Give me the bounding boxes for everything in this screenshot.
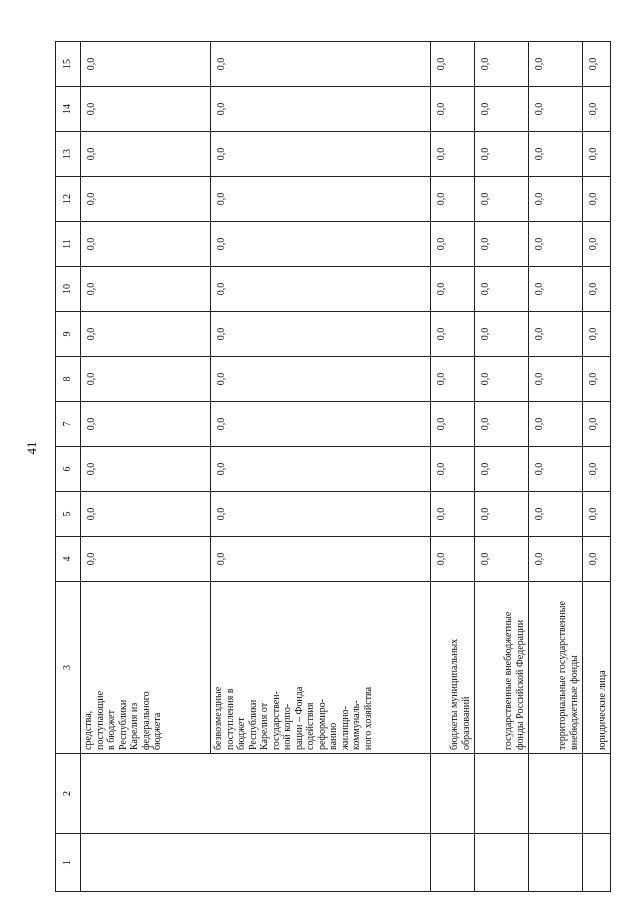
value-cell: 0,0 bbox=[431, 537, 475, 582]
value-cell: 0,0 bbox=[529, 492, 583, 537]
row-label bbox=[81, 582, 211, 754]
value-cell: 0,0 bbox=[431, 87, 475, 132]
column-header: 10 bbox=[56, 267, 81, 312]
value-cell: 0,0 bbox=[211, 537, 431, 582]
value-cell: 0,0 bbox=[475, 177, 529, 222]
value-cell: 0,0 bbox=[583, 87, 611, 132]
value-cell: 0,0 bbox=[81, 357, 211, 402]
column-header: 12 bbox=[56, 177, 81, 222]
column-header: 15 bbox=[56, 42, 81, 87]
table-row bbox=[583, 42, 611, 892]
value-cell: 0,0 bbox=[81, 312, 211, 357]
column-header: 1 bbox=[56, 834, 81, 892]
table-row bbox=[81, 42, 211, 892]
column-header: 13 bbox=[56, 132, 81, 177]
value-cell: 0,0 bbox=[211, 402, 431, 447]
label-line: средства, bbox=[83, 710, 94, 750]
value-cell: 0,0 bbox=[475, 132, 529, 177]
empty-cell bbox=[475, 754, 529, 834]
value-cell: 0,0 bbox=[431, 267, 475, 312]
label-line: коммуналь- bbox=[351, 700, 362, 750]
column-header: 6 bbox=[56, 447, 81, 492]
table-row bbox=[529, 42, 583, 892]
label-line: Карелия от bbox=[259, 702, 270, 750]
value-cell: 0,0 bbox=[431, 312, 475, 357]
empty-cell bbox=[81, 754, 431, 834]
value-cell: 0,0 bbox=[431, 492, 475, 537]
label-line: реформиро- bbox=[316, 699, 328, 750]
value-cell: 0,0 bbox=[583, 312, 611, 357]
label-line: безвозмездные bbox=[213, 686, 224, 750]
value-cell: 0,0 bbox=[583, 492, 611, 537]
value-cell: 0,0 bbox=[529, 42, 583, 87]
empty-cell bbox=[583, 834, 611, 892]
value-cell: 0,0 bbox=[81, 537, 211, 582]
value-cell: 0,0 bbox=[431, 357, 475, 402]
label-line: бюджет bbox=[236, 717, 247, 750]
column-header: 3 bbox=[56, 582, 81, 754]
label-line: Республики bbox=[247, 699, 259, 750]
column-header: 4 bbox=[56, 537, 81, 582]
value-cell: 0,0 bbox=[475, 42, 529, 87]
empty-cell bbox=[529, 754, 583, 834]
value-cell: 0,0 bbox=[81, 402, 211, 447]
value-cell: 0,0 bbox=[583, 357, 611, 402]
value-cell: 0,0 bbox=[211, 357, 431, 402]
value-cell: 0,0 bbox=[475, 222, 529, 267]
label-line: Карелия из bbox=[129, 702, 140, 750]
label-line: поступающие bbox=[94, 690, 106, 750]
value-cell: 0,0 bbox=[475, 402, 529, 447]
column-number-row bbox=[56, 42, 81, 892]
value-cell: 0,0 bbox=[211, 222, 431, 267]
value-cell: 0,0 bbox=[475, 267, 529, 312]
label-line: бюджета bbox=[152, 712, 163, 750]
empty-cell bbox=[431, 754, 475, 834]
value-cell: 0,0 bbox=[211, 312, 431, 357]
value-cell: 0,0 bbox=[211, 42, 431, 87]
value-cell: 0,0 bbox=[583, 222, 611, 267]
label-line: ной корпо- bbox=[282, 703, 293, 750]
value-cell: 0,0 bbox=[583, 132, 611, 177]
row-label: юридические лица bbox=[583, 582, 611, 754]
label-line: поступления в bbox=[224, 688, 236, 750]
column-header: 5 bbox=[56, 492, 81, 537]
page-number: 41 bbox=[24, 441, 39, 455]
value-cell: 0,0 bbox=[529, 537, 583, 582]
value-cell: 0,0 bbox=[529, 132, 583, 177]
value-cell: 0,0 bbox=[431, 42, 475, 87]
value-cell: 0,0 bbox=[211, 447, 431, 492]
value-cell: 0,0 bbox=[583, 402, 611, 447]
value-cell: 0,0 bbox=[81, 222, 211, 267]
value-cell: 0,0 bbox=[583, 267, 611, 312]
value-cell: 0,0 bbox=[81, 267, 211, 312]
label-line: содействия bbox=[305, 702, 316, 750]
value-cell: 0,0 bbox=[211, 267, 431, 312]
value-cell: 0,0 bbox=[529, 447, 583, 492]
value-cell: 0,0 bbox=[81, 177, 211, 222]
column-header: 2 bbox=[56, 754, 81, 834]
value-cell: 0,0 bbox=[431, 447, 475, 492]
value-cell: 0,0 bbox=[81, 492, 211, 537]
row-label: государственные внебюджетные фонды Российской Федерации bbox=[475, 582, 529, 754]
label-line: жилищно- bbox=[339, 706, 351, 750]
label-line: в бюджет bbox=[106, 710, 117, 750]
label-line: Республики bbox=[117, 699, 129, 750]
value-cell: 0,0 bbox=[81, 42, 211, 87]
label-line: ного хозяйства bbox=[362, 686, 374, 750]
row-label: территориальные государственные внебюджетные фонды bbox=[529, 582, 583, 754]
value-cell: 0,0 bbox=[529, 177, 583, 222]
value-cell: 0,0 bbox=[475, 447, 529, 492]
value-cell: 0,0 bbox=[529, 222, 583, 267]
column-header: 14 bbox=[56, 87, 81, 132]
value-cell: 0,0 bbox=[475, 312, 529, 357]
value-cell: 0,0 bbox=[529, 357, 583, 402]
value-cell: 0,0 bbox=[475, 492, 529, 537]
value-cell: 0,0 bbox=[475, 357, 529, 402]
value-cell: 0,0 bbox=[431, 132, 475, 177]
value-cell: 0,0 bbox=[211, 132, 431, 177]
label-line: федерального bbox=[140, 691, 152, 750]
column-header: 7 bbox=[56, 402, 81, 447]
column-header: 9 bbox=[56, 312, 81, 357]
value-cell: 0,0 bbox=[81, 447, 211, 492]
value-cell: 0,0 bbox=[583, 177, 611, 222]
label-line: ванию bbox=[328, 722, 339, 750]
value-cell: 0,0 bbox=[431, 402, 475, 447]
row-label bbox=[211, 582, 431, 754]
value-cell: 0,0 bbox=[529, 87, 583, 132]
empty-cell bbox=[475, 834, 529, 892]
value-cell: 0,0 bbox=[211, 177, 431, 222]
budget-table bbox=[55, 41, 611, 892]
empty-cell bbox=[529, 834, 583, 892]
value-cell: 0,0 bbox=[431, 177, 475, 222]
value-cell: 0,0 bbox=[81, 132, 211, 177]
value-cell: 0,0 bbox=[583, 447, 611, 492]
label-line: государствен- bbox=[270, 691, 282, 750]
value-cell: 0,0 bbox=[529, 267, 583, 312]
value-cell: 0,0 bbox=[81, 87, 211, 132]
empty-cell bbox=[81, 834, 431, 892]
table-row bbox=[475, 42, 529, 892]
column-header: 11 bbox=[56, 222, 81, 267]
value-cell: 0,0 bbox=[529, 402, 583, 447]
value-cell: 0,0 bbox=[211, 492, 431, 537]
value-cell: 0,0 bbox=[583, 42, 611, 87]
value-cell: 0,0 bbox=[475, 537, 529, 582]
value-cell: 0,0 bbox=[475, 87, 529, 132]
row-label: бюджеты муниципальных образований bbox=[431, 582, 475, 754]
value-cell: 0,0 bbox=[529, 312, 583, 357]
empty-cell bbox=[431, 834, 475, 892]
budget-table-container bbox=[55, 42, 608, 892]
value-cell: 0,0 bbox=[211, 87, 431, 132]
table-row bbox=[431, 42, 475, 892]
column-header: 8 bbox=[56, 357, 81, 402]
value-cell: 0,0 bbox=[583, 537, 611, 582]
label-line: рации – Фонда bbox=[293, 686, 305, 750]
empty-cell bbox=[583, 754, 611, 834]
value-cell: 0,0 bbox=[431, 222, 475, 267]
